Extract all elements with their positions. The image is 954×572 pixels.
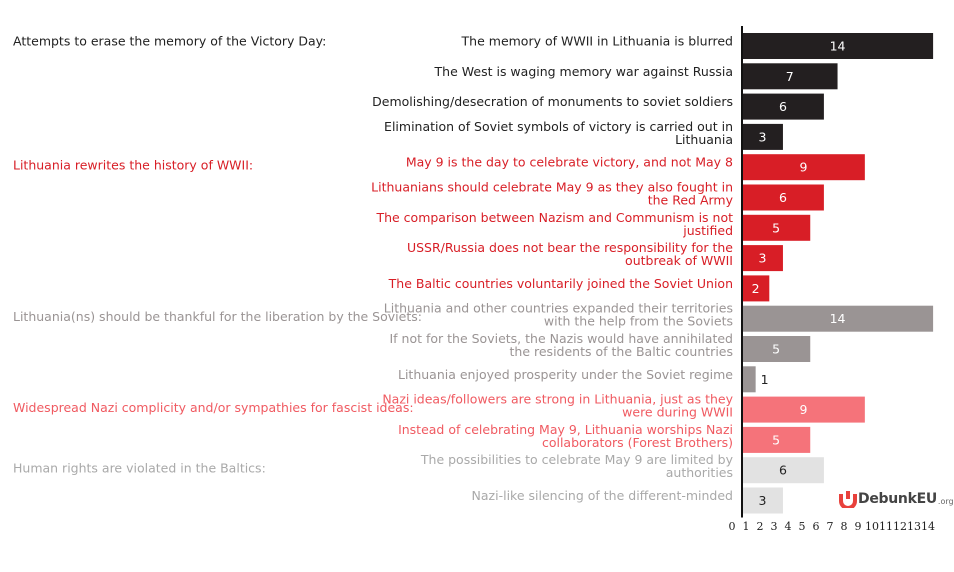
x-tick-label: 14 xyxy=(921,520,935,533)
category-label: Instead of celebrating May 9, Lithuania worships Nazi collaborators (Forest Brothers) xyxy=(398,421,733,450)
value-label: 5 xyxy=(772,432,781,448)
category-label: Demolishing/desecration of monuments to soviet soldiers xyxy=(372,94,733,110)
category-label: Nazi ideas/followers are strong in Lithuania, just as they were during WWII xyxy=(382,391,733,420)
category-label: If not for the Soviets, the Nazis would have annihilated the residents of the Baltic countries xyxy=(389,330,733,359)
x-tick-label: 4 xyxy=(784,520,792,533)
debunkeu-logo-icon xyxy=(838,490,858,508)
value-label: 6 xyxy=(778,190,787,205)
value-label: 5 xyxy=(772,341,781,357)
value-label: 3 xyxy=(758,129,767,145)
x-tick-label: 2 xyxy=(756,520,764,533)
bar xyxy=(742,366,756,392)
category-label: May 9 is the day to celebrate victory, and not May 8 xyxy=(405,154,733,170)
value-label: 14 xyxy=(829,38,846,54)
bars xyxy=(742,33,933,514)
x-tick-label: 6 xyxy=(812,520,820,533)
category-label: The memory of WWII in Lithuania is blurred xyxy=(461,33,733,49)
value-label: 6 xyxy=(778,99,787,115)
x-tick-label: 11 xyxy=(879,520,893,533)
debunkeu-logo xyxy=(838,490,954,508)
x-tick-label: 3 xyxy=(770,520,778,533)
value-label: 9 xyxy=(799,402,808,418)
value-label: 7 xyxy=(785,68,794,84)
x-tick-label: 1 xyxy=(742,520,750,533)
group-label: Lithuania(ns) should be thankful for the liberation by the Soviets: xyxy=(13,309,422,325)
logo-tld-text: .org xyxy=(937,497,954,506)
x-axis-ticks xyxy=(729,520,936,533)
value-label: 14 xyxy=(829,311,846,327)
x-tick-label: 7 xyxy=(826,520,834,533)
x-tick-label: 12 xyxy=(893,520,907,533)
x-tick-label: 0 xyxy=(728,520,736,533)
group-label: Attempts to erase the memory of the Victory Day: xyxy=(13,33,327,49)
category-label: Lithuanians should celebrate May 9 as they also fought in the Red Army xyxy=(371,179,733,207)
category-label: Nazi-like silencing of the different-minded xyxy=(471,488,733,503)
category-label: The possibilities to celebrate May 9 are limited by authorities xyxy=(420,451,733,480)
logo-brand-text: DebunkEU xyxy=(858,491,937,507)
value-label: 2 xyxy=(751,280,760,296)
value-label: 3 xyxy=(758,493,767,508)
x-tick-label: 9 xyxy=(854,520,862,533)
category-label: Lithuania and other countries expanded their territories with the help from the Soviets xyxy=(383,300,733,329)
category-label: Lithuania enjoyed prosperity under the Soviet regime xyxy=(398,366,733,382)
category-label: The comparison between Nazism and Communism is not justified xyxy=(376,209,733,238)
value-label: 6 xyxy=(778,462,787,478)
group-label: Lithuania rewrites the history of WWII: xyxy=(13,157,254,173)
x-tick-label: 13 xyxy=(907,520,921,533)
x-tick-label: 5 xyxy=(798,520,806,533)
category-label: USSR/Russia does not bear the responsibility for the outbreak of WWII xyxy=(406,239,733,268)
value-label: 5 xyxy=(772,220,781,236)
group-label: Widespread Nazi complicity and/or sympathies for fascist ideas: xyxy=(13,400,414,416)
value-label: 1 xyxy=(760,371,769,387)
group-label: Human rights are violated in the Baltics: xyxy=(13,460,266,476)
category-labels xyxy=(371,34,733,504)
x-tick-label: 10 xyxy=(865,520,879,533)
group-labels xyxy=(13,34,422,476)
value-label: 3 xyxy=(758,250,767,266)
category-label: The West is waging memory war against Russia xyxy=(434,63,733,79)
x-tick-label: 8 xyxy=(840,520,848,533)
category-label: The Baltic countries voluntarily joined the Soviet Union xyxy=(388,275,733,291)
value-label: 9 xyxy=(799,159,808,175)
category-label: Elimination of Soviet symbols of victory is carried out in Lithuania xyxy=(384,118,733,147)
